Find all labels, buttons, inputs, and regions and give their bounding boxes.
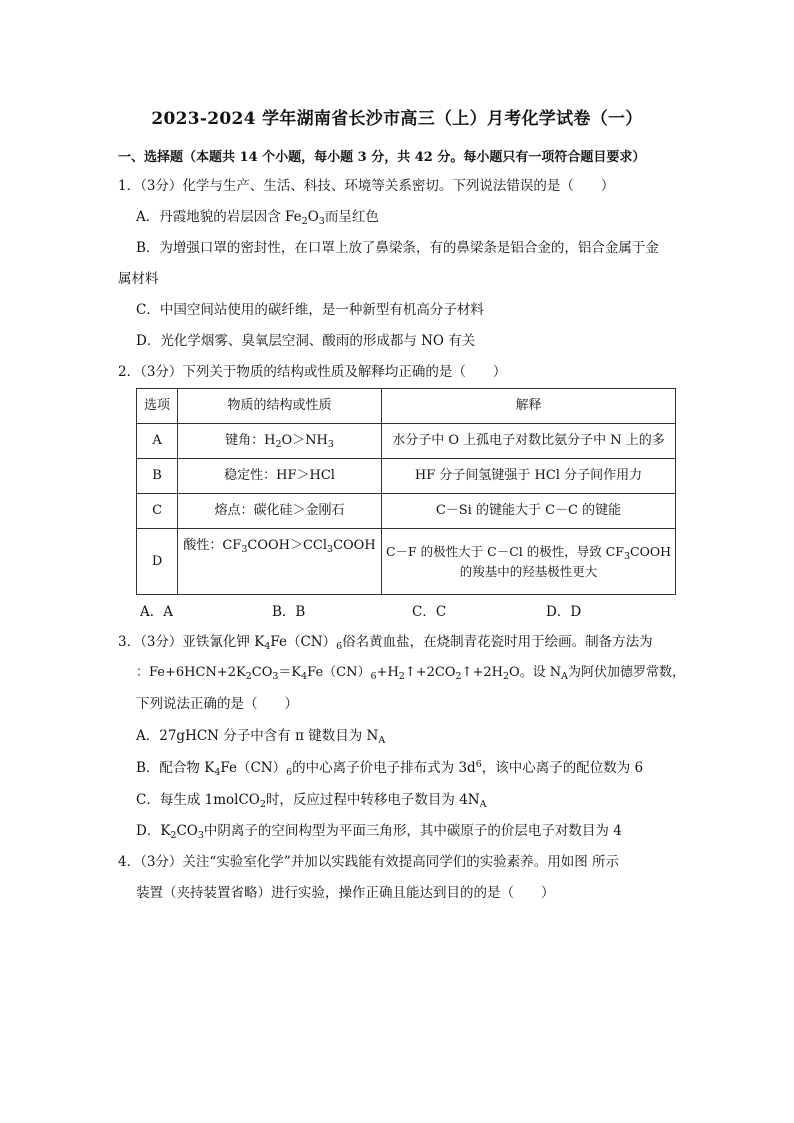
row-a-explanation: 水分子中 O 上孤电子对数比氨分子中 N 上的多 bbox=[381, 424, 675, 459]
q3-stem-equation: ：$Fe+6HCN+2K_2CO_3=K_4Fe(CN)_6+H_2↑+2CO_2↑+2H_2O$。设 $N_A$为阿伏加德罗常数， bbox=[136, 665, 686, 682]
header-explanation: 解释 bbox=[381, 389, 675, 424]
q1-option-d: D．光化学烟雾、臭氧层空洞、酸雨的形成都与 NO 有关 bbox=[136, 333, 476, 349]
q3-option-c: C．每生成 1molCO$_2$时，反应过程中转移电子数目为 $4N_A$ bbox=[136, 792, 487, 810]
q4-stem-line2: 装置（夹持装置省略）进行实验，操作正确且能达到目的的是（ ） bbox=[136, 885, 555, 901]
row-a-property: 键角：$H_2O>NH_3$ bbox=[178, 424, 382, 459]
table-header-row bbox=[137, 389, 676, 424]
table-row bbox=[137, 529, 676, 595]
row-d-property: 酸性：$CF_3COOH>CCl_3COOH$ bbox=[178, 529, 382, 595]
q2-table bbox=[136, 388, 676, 595]
table-row bbox=[137, 494, 676, 529]
section-heading: 一、选择题（本题共 14 个小题，每小题 3 分，共 42 分。每小题只有一项符合题目要求） bbox=[118, 150, 646, 165]
row-d-explanation: C－F 的极性大于 C－Cl 的极性，导致 $CF_3COOH$ 的羧基中的羟基极性更大 bbox=[381, 529, 675, 595]
q3-stem-line1: 3．（3分）亚铁氰化钾 $K_4Fe(CN)_6$俗名黄血盐，在烧制青花瓷时用于绘画。制备方法为 bbox=[118, 634, 653, 652]
row-c-option: C bbox=[137, 494, 178, 529]
row-b-explanation: HF 分子间氢键强于 HCl 分子间作用力 bbox=[381, 459, 675, 494]
row-c-property: 熔点：碳化硅＞金刚石 bbox=[178, 494, 382, 529]
row-b-property: 稳定性：HF＞HCl bbox=[178, 459, 382, 494]
q1-option-b-line2: 属材料 bbox=[118, 271, 159, 287]
q2-option-a: A．A bbox=[140, 604, 173, 620]
header-property: 物质的结构或性质 bbox=[178, 389, 382, 424]
page-title: 2023-2024 学年湖南省长沙市高三（上）月考化学试卷（一） bbox=[151, 109, 643, 129]
q1-option-a: A．丹霞地貌的岩层因含 $Fe_2O_3$而呈红色 bbox=[136, 209, 379, 227]
q3-option-a: A．27gHCN 分子中含有 π 键数目为 $N_A$ bbox=[136, 728, 386, 746]
row-d-option: D bbox=[137, 529, 178, 595]
table-row bbox=[137, 459, 676, 494]
q2-answer-options bbox=[140, 600, 620, 620]
q3-option-b: B．配合物 $K_4Fe(CN)_6$的中心离子价电子排布式为 $3d^6$，该中心离子的配位数为 6 bbox=[136, 759, 644, 778]
q2-option-d: D．D bbox=[546, 604, 582, 620]
row-a-option: A bbox=[137, 424, 178, 459]
q1-stem: 1．（3分）化学与生产、生活、科技、环境等关系密切。下列说法错误的是（ ） bbox=[118, 178, 615, 194]
q3-stem-line3: 下列说法正确的是（ ） bbox=[136, 696, 298, 712]
header-option: 选项 bbox=[137, 389, 178, 424]
table-row bbox=[137, 424, 676, 459]
row-b-option: B bbox=[137, 459, 178, 494]
q1-option-b-line1: B．为增强口罩的密封性，在口罩上放了鼻梁条，有的鼻梁条是铝合金的，铝合金属于金 bbox=[136, 240, 659, 256]
q1-option-c: C．中国空间站使用的碳纤维，是一种新型有机高分子材料 bbox=[136, 302, 484, 318]
q4-stem-line1: 4．（3分）关注“实验室化学”并加以实践能有效提高同学们的实验素养。用如图 所示 bbox=[118, 854, 620, 870]
row-c-explanation: C－Si 的键能大于 C－C 的键能 bbox=[381, 494, 675, 529]
q3-option-d: D．$K_2CO_3$中阴离子的空间构型为平面三角形，其中碳原子的价层电子对数目为 4 bbox=[136, 823, 622, 841]
q2-option-b: B．B bbox=[272, 604, 306, 620]
q2-option-c: C．C bbox=[412, 604, 447, 620]
q2-stem: 2．（3分）下列关于物质的结构或性质及解释均正确的是（ ） bbox=[118, 364, 507, 380]
